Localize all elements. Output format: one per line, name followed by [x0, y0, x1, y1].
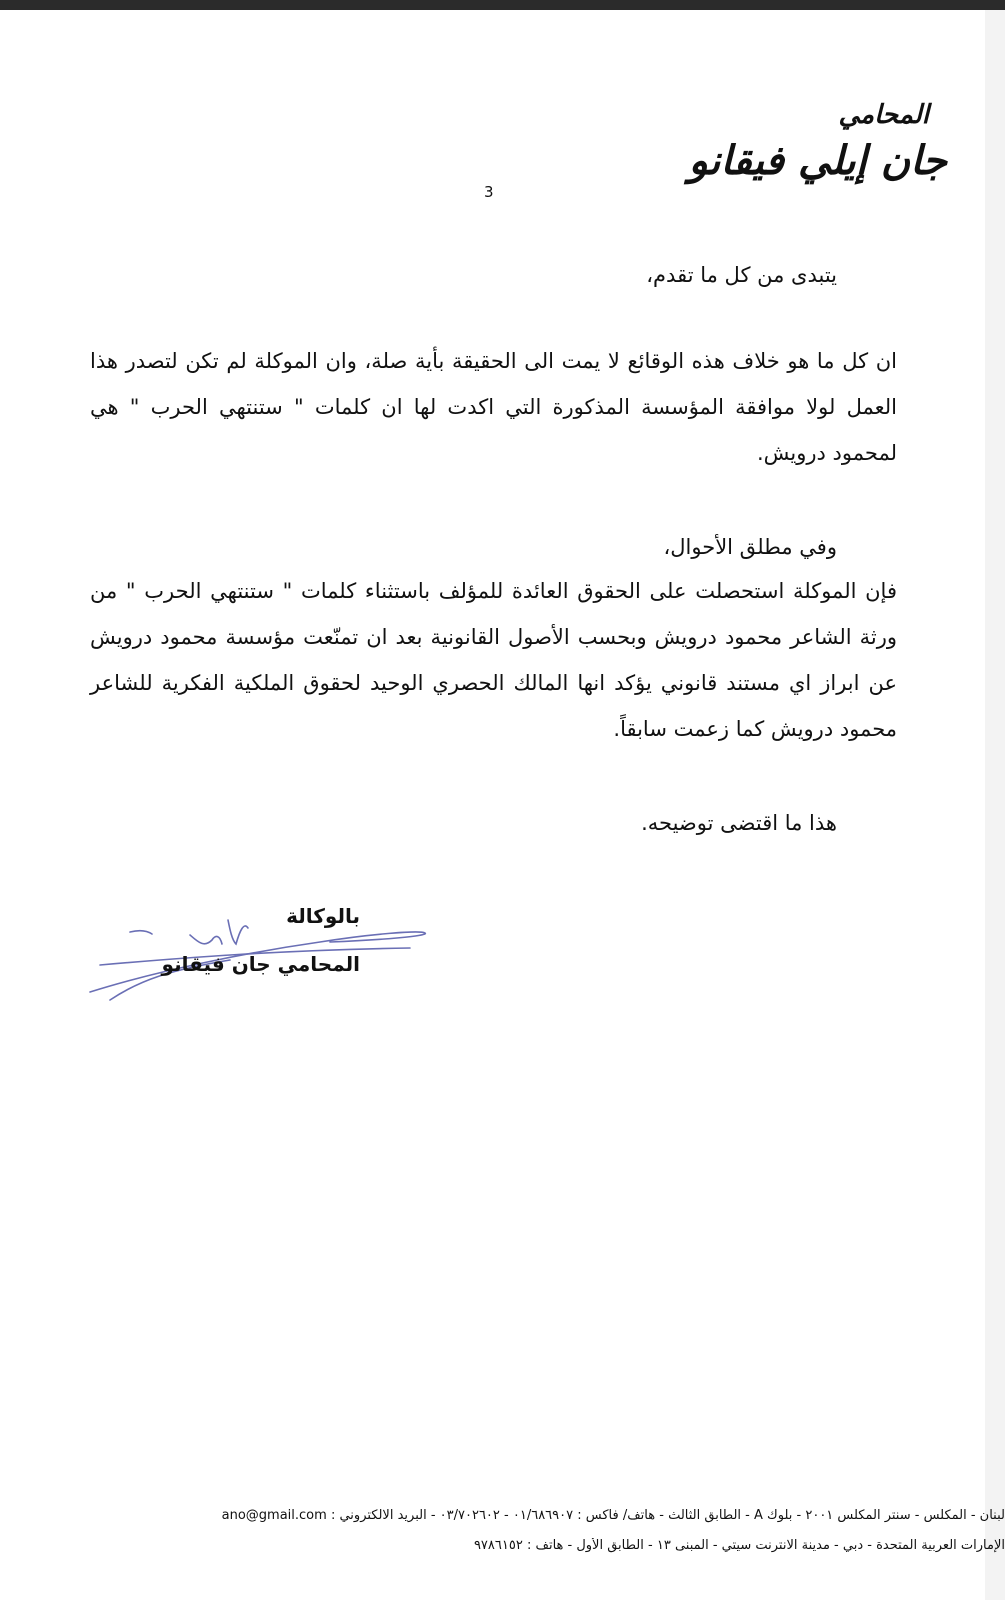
- paragraph-1: ان كل ما هو خلاف هذه الوقائع لا يمت الى الحقيقة بأية صلة، وان الموكلة لم تكن لتصدر هذا العمل لولا موافقة المؤسسة المذكورة التي اكدت لها ان كلمات " ستنتهي الحرب " هي لمحمود درويش.: [90, 349, 897, 465]
- letterhead-name: جان إيلي فيقانو: [688, 137, 947, 184]
- page-number: 3: [484, 183, 494, 201]
- letterhead: [689, 95, 947, 187]
- lawyer-signature-name: المحامي جان فيقانو: [161, 952, 360, 976]
- top-border: [0, 0, 1005, 10]
- footer-contact-uae: الإمارات العربية المتحدة - دبي - مدينة الانترنت سيتي - المبنى ١٣ - الطابق الأول - هاتف : ٩٧٨٦١٥٢: [473, 1538, 1005, 1553]
- closing-line: هذا ما اقتضى توضيحه.: [641, 811, 837, 835]
- page-edge: [985, 10, 1005, 1600]
- circumstances-line: وفي مطلق الأحوال،: [663, 535, 837, 559]
- signature-block: [162, 892, 360, 988]
- by-proxy-label: بالوكالة: [286, 904, 360, 928]
- opening-line: يتبدى من كل ما تقدم،: [646, 263, 837, 287]
- paragraph-2: فإن الموكلة استحصلت على الحقوق العائدة للمؤلف باستثناء كلمات " ستنتهي الحرب " من ورثة الشاعر محمود درويش وبحسب الأصول القانونية بعد ان تمنّعت مؤسسة محمود درويش عن ابراز اي مستند قانوني يؤكد انها المالك الحصري الوحيد لحقوق الملكية الفكرية للشاعر محمود درويش كما زعمت سابقاً.: [90, 579, 897, 741]
- letterhead-title: المحامي: [838, 100, 929, 130]
- footer-contact-lebanon: لبنان - المكلس - سنتر المكلس ٢٠٠١ - بلوك A - الطابق الثالث - هاتف/ فاكس : ٠١/٦٨٦٩٠٧ - ٠٣/٧٠٢٦٠٢ - البريد الالكتروني : ano@gmail.com: [221, 1508, 1005, 1523]
